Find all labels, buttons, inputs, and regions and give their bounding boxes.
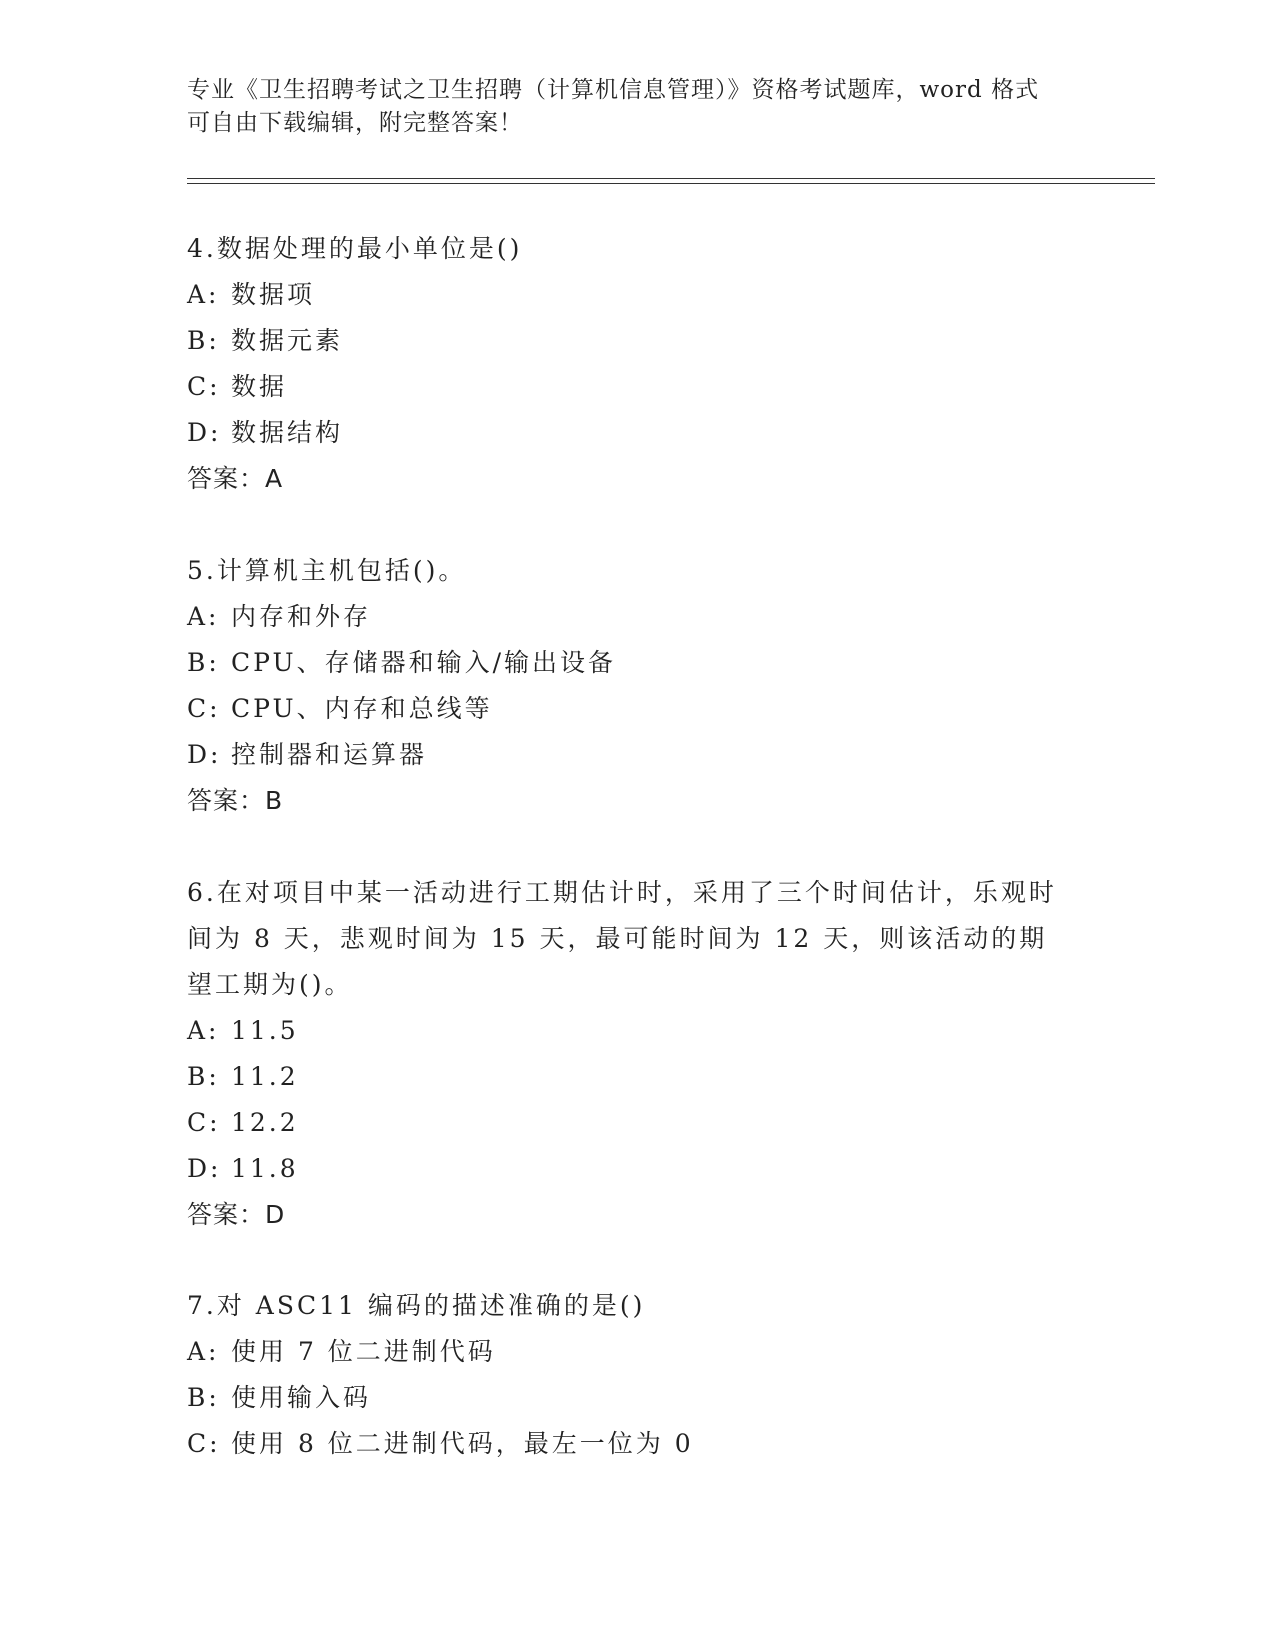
option-letter: D:	[187, 1154, 222, 1183]
question-stem: 7.对 ASC11 编码的描述准确的是()	[187, 1291, 646, 1320]
option-c	[187, 686, 1067, 732]
option-text: 控制器和运算器	[231, 740, 428, 769]
option-a	[187, 272, 1067, 318]
option-text: CPU、内存和总线等	[231, 694, 493, 723]
answer: 答案：B	[187, 786, 284, 815]
option-a	[187, 594, 1067, 640]
header-divider-bottom	[187, 183, 1155, 184]
option-letter: B:	[187, 1383, 220, 1412]
question-5	[187, 548, 1067, 824]
option-letter: A:	[187, 602, 220, 631]
option-text: 使用输入码	[231, 1383, 372, 1412]
option-text: CPU、存储器和输入/输出设备	[231, 648, 617, 677]
option-b	[187, 640, 1067, 686]
option-a	[187, 1008, 1067, 1054]
option-letter: C:	[187, 694, 221, 723]
option-letter: A:	[187, 280, 220, 309]
option-text: 数据项	[231, 280, 316, 309]
question-6	[187, 870, 1067, 1238]
option-letter: C:	[187, 372, 221, 401]
answer: 答案：D	[187, 1200, 286, 1229]
question-stem: 4.数据处理的最小单位是()	[187, 234, 523, 263]
question-stem: 6.在对项目中某一活动进行工期估计时，采用了三个时间估计，乐观时间为 8 天，悲观时间为 15 天，最可能时间为 12 天，则该活动的期望工期为()。	[187, 878, 1057, 999]
option-text: 11.8	[231, 1154, 299, 1183]
option-letter: D:	[187, 418, 222, 447]
document-header	[187, 74, 1087, 140]
answer: 答案：A	[187, 464, 284, 493]
option-b	[187, 318, 1067, 364]
option-text: 12.2	[231, 1108, 299, 1137]
option-c	[187, 1100, 1067, 1146]
option-letter: C:	[187, 1429, 221, 1458]
option-text: 11.2	[231, 1062, 299, 1091]
option-text: 11.5	[231, 1016, 299, 1045]
option-letter: D:	[187, 740, 222, 769]
question-stem: 5.计算机主机包括()。	[187, 556, 467, 585]
option-c	[187, 364, 1067, 410]
option-d	[187, 410, 1067, 456]
option-b	[187, 1375, 1067, 1421]
option-b	[187, 1054, 1067, 1100]
header-line-1: 专业《卫生招聘考试之卫生招聘（计算机信息管理）》资格考试题库，word 格式	[187, 77, 1040, 103]
option-text: 数据元素	[231, 326, 344, 355]
option-text: 数据结构	[231, 418, 344, 447]
question-7	[187, 1283, 1067, 1467]
option-letter: B:	[187, 326, 220, 355]
option-letter: C:	[187, 1108, 221, 1137]
option-a	[187, 1329, 1067, 1375]
option-letter: A:	[187, 1016, 220, 1045]
option-letter: B:	[187, 1062, 220, 1091]
option-letter: B:	[187, 648, 220, 677]
option-d	[187, 732, 1067, 778]
header-divider-top	[187, 178, 1155, 179]
option-text: 使用 7 位二进制代码	[231, 1337, 496, 1366]
option-text: 使用 8 位二进制代码，最左一位为 0	[231, 1429, 694, 1458]
header-line-2: 可自由下载编辑，附完整答案！	[187, 110, 523, 136]
option-c	[187, 1421, 1067, 1467]
option-d	[187, 1146, 1067, 1192]
option-letter: A:	[187, 1337, 220, 1366]
option-text: 数据	[231, 372, 288, 401]
question-4	[187, 226, 1067, 502]
option-text: 内存和外存	[231, 602, 372, 631]
